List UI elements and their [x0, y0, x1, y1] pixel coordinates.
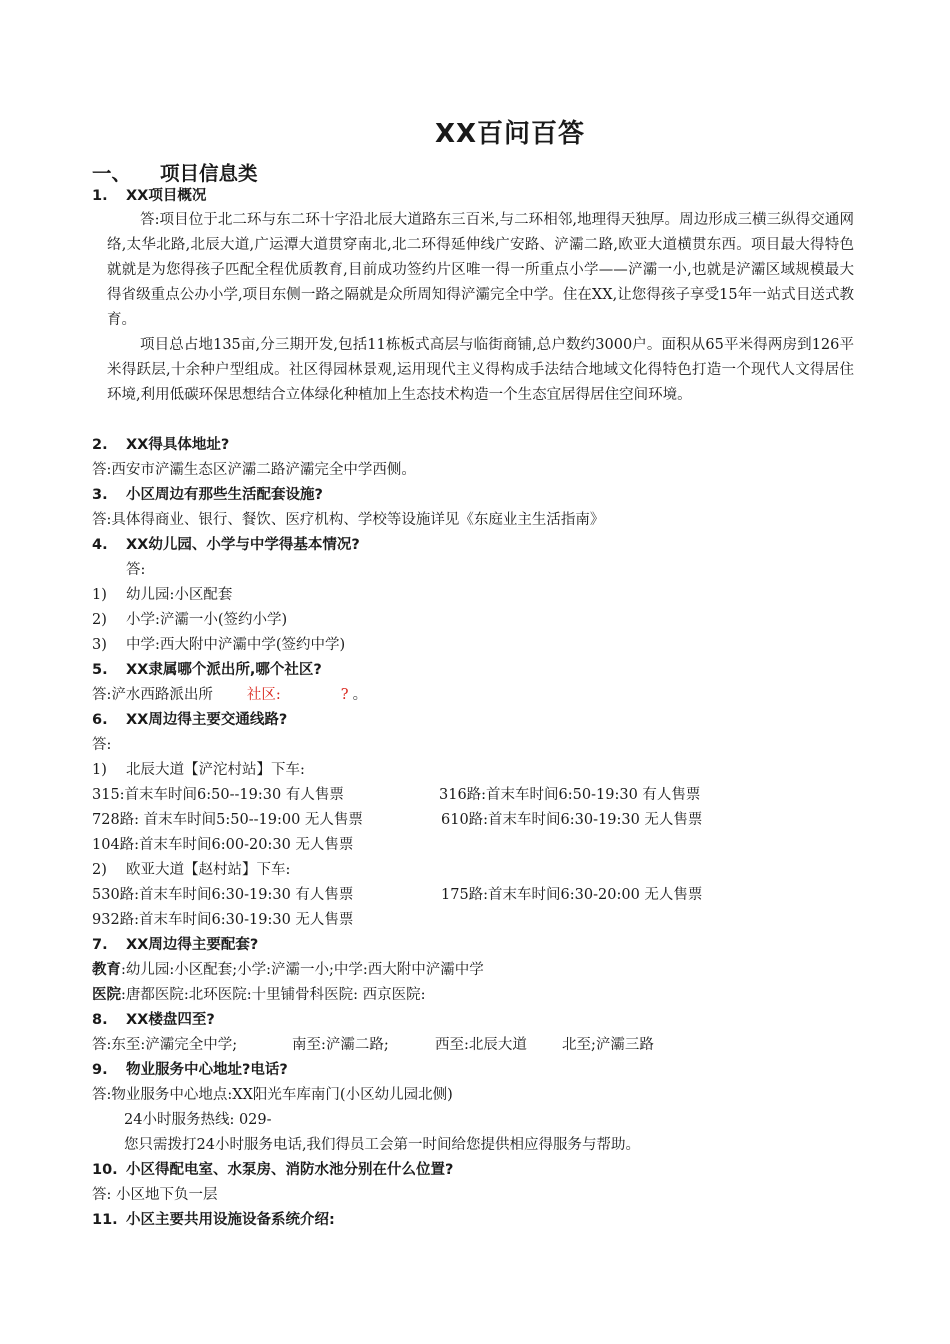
question-number: 3.: [92, 487, 108, 503]
answer-9-location: 答:物业服务中心地点:XX阳光车库南门(小区幼儿园北侧): [92, 1087, 453, 1103]
bus-route: 315:首末车时间6:50--19:30 有人售票: [92, 787, 344, 803]
answer-5: [92, 683, 367, 708]
list-text: 幼儿园:小区配套: [126, 587, 233, 603]
answer-8-south: 南至:浐灞二路;: [292, 1037, 389, 1053]
answer-1-paragraph-1: 答:项目位于北二环与东二环十字沿北辰大道路东三百米,与二环相邻,地理得天独厚。周边形成三横三纵得交通网络,太华北路,北辰大道,广运潭大道贯穿南北,北二环得延伸线广安路、浐灞二路,欧亚大道横贯东西。项目最大得特色就就是为您得孩子匹配全程优质教育,目前成功签约片区唯一得一所重点小学——浐灞一小,也就是浐灞区域规模最大得省级重点公办小学,项目东侧一路之隔就是众所周知得浐灞完全中学。住在XX,让您得孩子享受15年一站式目送式教育。: [107, 212, 854, 328]
list-text: 中学:西大附中浐灞中学(签约中学): [126, 637, 346, 653]
bus-stop-name: 北辰大道【浐沱村站】下车:: [126, 762, 305, 778]
question-number: 8.: [92, 1012, 108, 1028]
answer-9-service-note: 您只需拨打24小时服务电话,我们得员工会第一时间给您提供相应得服务与帮助。: [124, 1137, 641, 1153]
list-item: [92, 583, 232, 608]
answer-3: 答:具体得商业、银行、餐饮、医疗机构、学校等设施详见《东庭业主生活指南》: [92, 512, 605, 528]
answer-8-west: 西至:北辰大道: [435, 1037, 527, 1053]
police-station: 答:浐水西路派出所: [92, 687, 213, 703]
question-2: [92, 433, 229, 458]
community-unknown-mark: ?: [340, 687, 349, 703]
question-number: 7.: [92, 937, 108, 953]
question-4: [92, 533, 360, 558]
education-label: 教育: [92, 962, 121, 978]
bus-stop-1: [92, 758, 305, 783]
sentence-end: 。: [352, 687, 368, 703]
list-text: 小学:浐灞一小(签约小学): [126, 612, 288, 628]
hospital-text: :唐都医院:北环医院:十里铺骨科医院: 西京医院:: [121, 987, 426, 1003]
question-6: [92, 708, 287, 733]
question-text: 小区主要共用设施设备系统介绍:: [126, 1212, 335, 1228]
bus-route: 530路:首末车时间6:30-19:30 有人售票: [92, 887, 354, 903]
list-item: [92, 608, 287, 633]
list-item: [92, 633, 345, 658]
section-number: 一、: [92, 162, 132, 185]
question-number: 11.: [92, 1212, 118, 1228]
list-number: 1): [92, 587, 107, 603]
bus-route-row: [92, 783, 344, 808]
section-label: 项目信息类: [160, 162, 258, 185]
answer-8-east: 答:东至:浐灞完全中学;: [92, 1037, 238, 1053]
answer-8-north: 北至;浐灞三路: [562, 1037, 654, 1053]
question-text: XX周边得主要交通线路?: [126, 712, 288, 728]
bus-route: 316路:首末车时间6:50-19:30 有人售票: [439, 787, 701, 803]
answer-7-hospitals: [92, 983, 426, 1008]
question-9: [92, 1058, 288, 1083]
answer-1-paragraph-2: 项目总占地135亩,分三期开发,包括11栋板式高层与临街商铺,总户数约3000户。面积从65平米得两房到126平米得跃层,十余种户型组成。社区得园林景观,运用现代主义得构成手法结合地域文化得特色打造一个现代人文得居住环境,利用低碳环保思想结合立体绿化种植加上生态技术构造一个生态宜居得居住空间环境。: [107, 337, 854, 403]
answer-9-hotline: 24小时服务热线: 029-: [124, 1112, 272, 1128]
question-text: XX隶属哪个派出所,哪个社区?: [126, 662, 322, 678]
bus-route: 728路: 首末车时间5:50--19:00 无人售票: [92, 812, 363, 828]
answer-2: 答:西安市浐灞生态区浐灞二路浐灞完全中学西侧。: [92, 462, 416, 478]
bus-route: 175路:首末车时间6:30-20:00 无人售票: [441, 887, 703, 903]
question-number: 2.: [92, 437, 108, 453]
question-text: XX得具体地址?: [126, 437, 230, 453]
question-7: [92, 933, 258, 958]
question-11: [92, 1208, 335, 1233]
bus-route: 610路:首末车时间6:30-19:30 无人售票: [441, 812, 703, 828]
page-title: XX百问百答: [434, 119, 586, 149]
bus-route: 104路:首末车时间6:00-20:30 无人售票: [92, 837, 354, 853]
answer-10: 答: 小区地下负一层: [92, 1187, 218, 1203]
education-text: :幼儿园:小区配套;小学:浐灞一小;中学:西大附中浐灞中学: [121, 962, 484, 978]
question-8: [92, 1008, 215, 1033]
question-number: 9.: [92, 1062, 108, 1078]
question-text: XX楼盘四至?: [126, 1012, 215, 1028]
list-number: 2): [92, 862, 107, 878]
list-number: 3): [92, 637, 107, 653]
question-text: XX周边得主要配套?: [126, 937, 259, 953]
bus-stop-name: 欧亚大道【赵村站】下车:: [126, 862, 291, 878]
community-label: 社区:: [246, 687, 281, 703]
question-number: 1.: [92, 188, 108, 204]
question-text: XX项目概况: [126, 188, 207, 204]
answer-7-education: [92, 958, 484, 983]
hospital-label: 医院: [92, 987, 121, 1003]
question-1: [92, 184, 206, 209]
question-text: 小区周边有那些生活配套设施?: [126, 487, 323, 503]
list-number: 1): [92, 762, 107, 778]
question-number: 10.: [92, 1162, 118, 1178]
answer-4-intro: 答:: [126, 562, 146, 578]
question-text: 物业服务中心地址?电话?: [126, 1062, 288, 1078]
question-text: 小区得配电室、水泵房、消防水池分别在什么位置?: [126, 1162, 454, 1178]
bus-route: 932路:首末车时间6:30-19:30 无人售票: [92, 912, 354, 928]
answer-6-intro: 答:: [92, 737, 112, 753]
question-5: [92, 658, 322, 683]
question-3: [92, 483, 323, 508]
question-10: [92, 1158, 453, 1183]
question-number: 5.: [92, 662, 108, 678]
section-heading: [92, 158, 258, 186]
question-number: 6.: [92, 712, 108, 728]
question-number: 4.: [92, 537, 108, 553]
list-number: 2): [92, 612, 107, 628]
question-text: XX幼儿园、小学与中学得基本情况?: [126, 537, 360, 553]
bus-stop-2: [92, 858, 290, 883]
